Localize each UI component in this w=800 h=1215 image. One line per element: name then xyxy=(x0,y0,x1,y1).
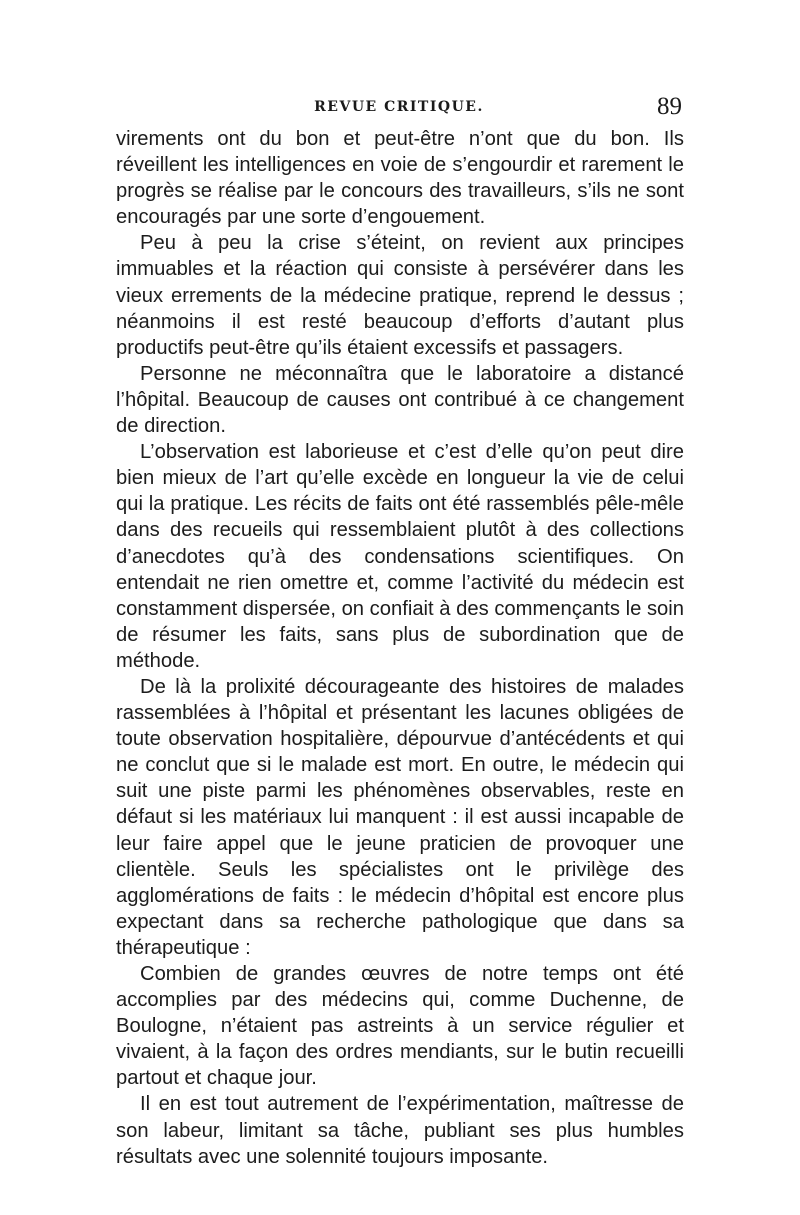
paragraph: Personne ne méconnaîtra que le laboratoire a distancé l’hôpital. Beaucoup de causes ont contribué à ce changement de direction. xyxy=(116,362,684,438)
paragraph: Combien de grandes œuvres de notre temps ont été accomplies par des médecins qui, comme Duchenne, de Boulogne, n’étaient pas astreints à un service régulier et vivaient, à la façon des ordres mendiants, sur le butin recueilli partout et chaque jour. xyxy=(116,963,684,1090)
running-header xyxy=(116,93,682,125)
paragraph: De là la prolixité décourageante des histoires de malades rassemblées à l’hôpital et présentant les lacunes obligées de toute observation hospitalière, dépourvue d’antécédents et qui ne conclut que si le malade est mort. En outre, le médecin qui suit une piste parmi les phénomènes observables, reste en défaut si les matériaux lui manquent : il est aussi incapable de leur faire appel que le jeune praticien de provoquer une clientèle. Seuls les spécialistes ont le privilège des agglomérations de faits : le médecin d’hôpital est encore plus expectant dans sa recherche pathologique que dans sa thérapeutique : xyxy=(116,675,684,959)
running-title: REVUE CRITIQUE. xyxy=(314,99,484,115)
paragraph: Peu à peu la crise s’éteint, on revient aux principes immuables et la réaction qui consiste à persévérer dans les vieux errements de la médecine pratique, reprend le dessus ; néanmoins il est resté beaucoup d’efforts d’autant plus productifs peut-être qu’ils étaient excessifs et passagers. xyxy=(116,232,684,359)
page-number: 89 xyxy=(657,93,682,120)
paragraph: Il en est tout autrement de l’expérimentation, maîtresse de son labeur, limitant sa tâche, publiant ses plus humbles résultats avec une solennité toujours imposante. xyxy=(116,1093,684,1168)
paragraph-continued: virements ont du bon et peut-être n’ont que du bon. Ils réveillent les intelligences en voie de s’engourdir et rarement le progrès se réalise par le concours des travailleurs, s’ils ne sont encouragés par une sorte d’engouement. xyxy=(116,128,684,229)
body-text xyxy=(116,126,684,1170)
paragraph: L’observation est laborieuse et c’est d’elle qu’on peut dire bien mieux de l’art qu’elle excède en longueur la vie de celui qui la pratique. Les récits de faits ont été rassemblés pêle-mêle dans des recueils qui ressemblaient plutôt à des collections d’anecdotes qu’à des condensations scientifiques. On entendait ne rien omettre et, comme l’activité du médecin est constamment dispersée, on confiait à des commençants le soin de résumer les faits, sans plus de subordination que de méthode. xyxy=(116,441,684,672)
